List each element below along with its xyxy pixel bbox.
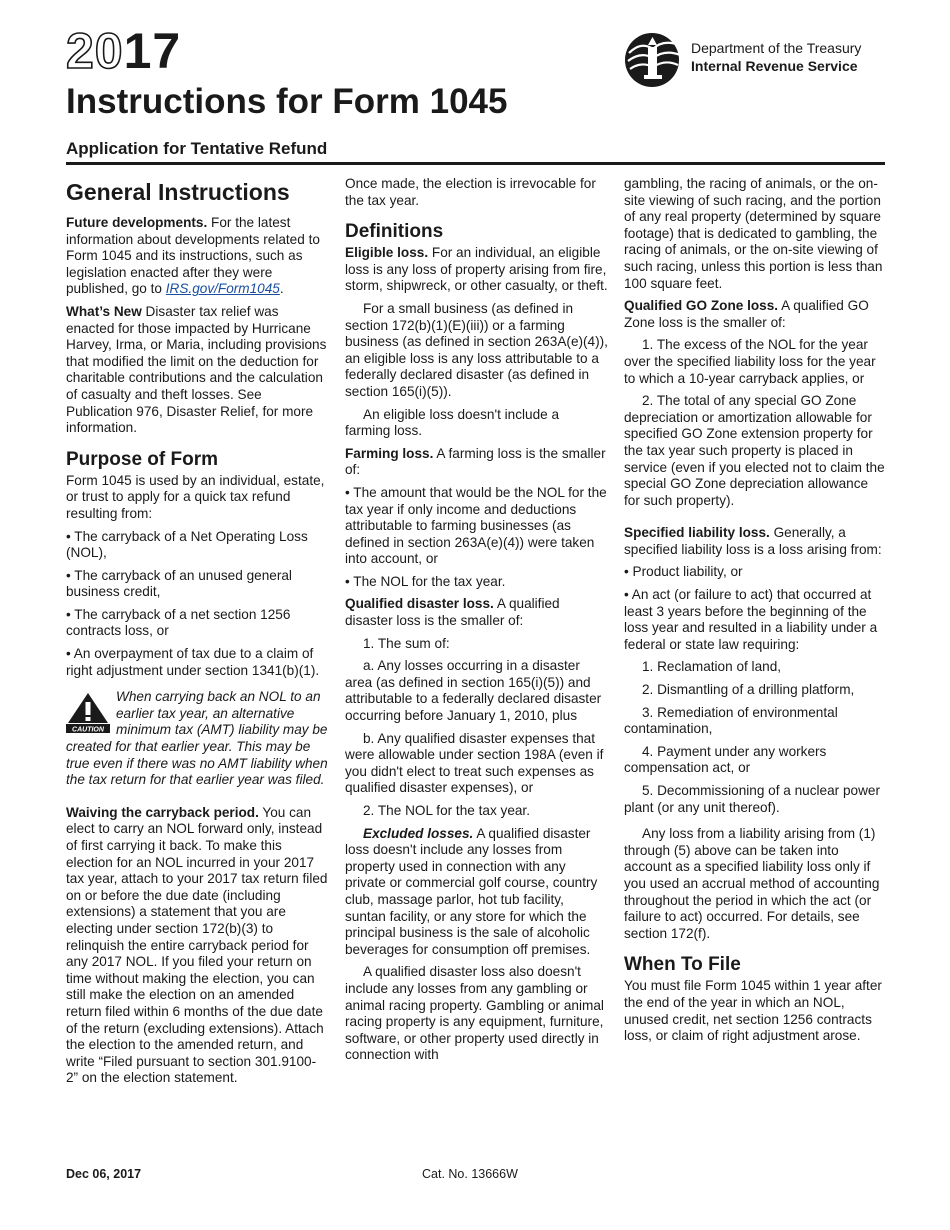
go-zone-item-2: 2. The total of any special GO Zone depreciation or amortization allowable for specified GO Zone extension property for the tax year such property is placed in service (even if you elected not to claim the special GO Zone depreciation allowance for such property).	[624, 393, 885, 508]
waiving-carryback-paragraph	[66, 805, 328, 1087]
liability-item: 4. Payment under any workers compensation act, or	[624, 743, 827, 776]
gambling-paragraph: A qualified disaster loss also doesn't include any losses from any gambling or animal racing property. Gambling or animal racing property is any equipment, furniture, software, or other property used directly in connection with	[345, 964, 604, 1063]
section-heading-when-to-file: When To File	[624, 954, 741, 976]
specified-liability-paragraph	[624, 525, 887, 558]
eligible-loss-lead: Eligible loss.	[345, 245, 429, 261]
go-zone-loss-paragraph	[624, 298, 887, 331]
irs-form1045-link[interactable]: IRS.gov/Form1045	[165, 281, 280, 297]
section-heading-general-instructions: General Instructions	[66, 179, 290, 205]
purpose-bullet: • The carryback of an unused general business credit,	[66, 567, 292, 600]
specified-liability-bullet: • An act (or failure to act) that occurred at least 3 years before the beginning of the loss year and resulted in a liability under a federal or state law requiring:	[624, 587, 878, 652]
qdl-item-b: b. Any qualified disaster expenses that were allowable under section 198A (even if you didn't elect to treat such expenses as qualified disaster expenses), or	[345, 730, 604, 796]
caution-text: When carrying back an NOL to an earlier tax year, an alternative minimum tax (AMT) liability may be created for that earlier year. This may be true even if there was no AMT liability when the tax return for that earlier year was filed.	[66, 689, 328, 788]
spacer	[624, 515, 887, 525]
year-outline-digits: 20	[66, 23, 124, 79]
when-to-file-paragraph: You must file Form 1045 within 1 year after the end of the year in which an NOL, unused credit, net section 1256 contracts loss, or claim of right adjustment arose.	[624, 978, 882, 1044]
future-developments-end: .	[279, 281, 284, 297]
go-zone-loss-lead: Qualified GO Zone loss.	[624, 298, 779, 314]
waiving-carryback-lead: Waiving the carryback period.	[66, 804, 259, 820]
header-rule	[66, 162, 885, 165]
qdl-item-2: 2. The NOL for the tax year.	[363, 803, 530, 818]
future-developments-paragraph	[66, 215, 328, 298]
irs-eagle-logo-icon	[623, 31, 685, 89]
qdl-item-a: a. Any losses occurring in a disaster area (as defined in section 165(i)(5)) and attributable to a federally declared disaster occurring before January 1, 2010, plus	[345, 658, 602, 724]
farming-bullet: • The NOL for the tax year.	[345, 573, 506, 589]
qualified-disaster-loss-lead: Qualified disaster loss.	[345, 596, 494, 612]
agency-name	[691, 39, 861, 75]
agency-department: Department of the Treasury	[691, 40, 862, 56]
irrevocable-paragraph: Once made, the election is irrevocable for the tax year.	[345, 176, 596, 208]
qualified-disaster-loss-text: A qualified disaster loss is the smaller of:	[345, 596, 560, 629]
farming-loss-lead: Farming loss.	[345, 445, 434, 461]
column-3	[624, 176, 887, 1051]
excluded-losses-lead: Excluded losses.	[363, 825, 474, 841]
any-loss-paragraph: Any loss from a liability arising from (1) through (5) above can be taken into account as a specified liability loss only if you used an accrual method of accounting throughout the period in which the act (or failure to act) occurred. For details, see section 172(f).	[624, 826, 880, 941]
column-1	[66, 176, 328, 1093]
liability-item: 2. Dismantling of a drilling platform,	[642, 682, 855, 698]
farming-loss-text: A farming loss is the smaller of:	[345, 445, 606, 478]
footer-date: Dec 06, 2017	[66, 1167, 142, 1181]
whats-new-text: Disaster tax relief was enacted for those impacted by Hurricane Harvey, Irma, or Maria, including provisions that modified the limit on the deduction for charitable contributions and the calculation of casualty and theft losses. See Publication 976, Disaster Relief, for more information.	[66, 303, 327, 436]
qdl-item-1: 1. The sum of:	[363, 635, 450, 651]
future-developments-text: For the latest information about developments related to Form 1045 and its instructions, such as legislation enacted after they were published, go to	[66, 215, 320, 297]
specified-liability-bullet: • Product liability, or	[624, 564, 743, 580]
whats-new-paragraph	[66, 304, 328, 437]
liability-item: 3. Remediation of environmental contamination,	[624, 704, 838, 737]
liability-item: 5. Decommissioning of a nuclear power plant (or any unit thereof).	[624, 783, 881, 815]
column-2	[345, 176, 608, 1070]
not-farming-paragraph: An eligible loss doesn't include a farming loss.	[345, 406, 560, 439]
footer-catalog-number: Cat. No. 13666W	[422, 1167, 518, 1181]
eligible-loss-paragraph	[345, 245, 608, 295]
whats-new-lead: What’s New	[66, 303, 142, 319]
qualified-disaster-loss-paragraph	[345, 596, 608, 629]
section-heading-definitions: Definitions	[345, 221, 444, 243]
page-title: Instructions for Form 1045	[66, 82, 508, 121]
excluded-losses-paragraph	[345, 826, 608, 959]
small-business-paragraph: For a small business (as defined in section 172(b)(1)(E)(iii)) or a farming business (as defined in section 263A(e)(4)), an eligible loss is any loss attributable to a federally declared disaster (as defined in section 165(i)(5)).	[345, 300, 608, 399]
future-developments-lead: Future developments.	[66, 215, 208, 230]
excluded-losses-text: A qualified disaster loss doesn't include any losses from property used in connection with any private or commercial golf course, country club, massage parlor, hot tub facility, suntan facility, or any store for which the principal business is the sale of alcoholic beverages for consumption off premises.	[345, 825, 598, 957]
caution-box	[66, 689, 328, 789]
purpose-paragraph: Form 1045 is used by an individual, estate, or trust to apply for a quick tax refund resulting from:	[66, 472, 325, 521]
specified-liability-lead: Specified liability loss.	[624, 525, 770, 541]
farming-loss-paragraph	[345, 446, 608, 479]
purpose-bullet: • The carryback of a Net Operating Loss (NOL),	[66, 528, 308, 561]
agency-service: Internal Revenue Service	[691, 58, 858, 74]
gambling-continued-paragraph: gambling, the racing of animals, or the on-site viewing of such racing, and the portion of any real property (determined by square footage) that is dedicated to gambling, the racing of animals, or the on-site viewing of such racing, unless this portion is less than 100 square feet.	[624, 176, 883, 291]
caution-label: CAUTION	[72, 726, 104, 734]
go-zone-loss-text: A qualified GO Zone loss is the smaller of:	[624, 298, 869, 330]
purpose-bullet: • The carryback of a net section 1256 contracts loss, or	[66, 606, 291, 639]
farming-bullet: • The amount that would be the NOL for the tax year if only income and deductions attributable to farming businesses (as defined in section 263A(e)(4)) were taken into account, or	[345, 484, 607, 567]
section-heading-purpose: Purpose of Form	[66, 448, 219, 470]
liability-item: 1. Reclamation of land,	[642, 659, 782, 675]
form-year	[66, 23, 182, 79]
waiving-carryback-text: You can elect to carry an NOL forward only, instead of first carrying it back. To make this election for an NOL incurred in your 2017 tax year, attach to your 2017 tax return filed on or before the due date (including extensions) a statement that you are electing under section 172(b)(3) to relinquish the entire carryback period for any 2017 NOL. If you filed your return on time without making the election, you can still make the election on an amended return filed within 6 months of the due date of the return (excluding extensions). Attach the election to the amended return, and write “Filed pursuant to section 301.9100-2” on the election statement.	[66, 804, 328, 1086]
page-subtitle: Application for Tentative Refund	[66, 139, 328, 158]
specified-liability-text: Generally, a specified liability loss is a loss arising from:	[624, 525, 882, 557]
year-bold-digits: 17	[123, 23, 182, 79]
eligible-loss-text: For an individual, an eligible loss is any loss of property arising from fire, storm, shipwreck, or other casualty, or theft.	[345, 245, 608, 294]
go-zone-item-1: 1. The excess of the NOL for the year over the specified liability loss for the year to which a 10-year carryback applies, or	[624, 337, 876, 386]
caution-icon	[66, 691, 110, 733]
purpose-bullet: • An overpayment of tax due to a claim of right adjustment under section 1341(b)(1).	[66, 646, 320, 678]
